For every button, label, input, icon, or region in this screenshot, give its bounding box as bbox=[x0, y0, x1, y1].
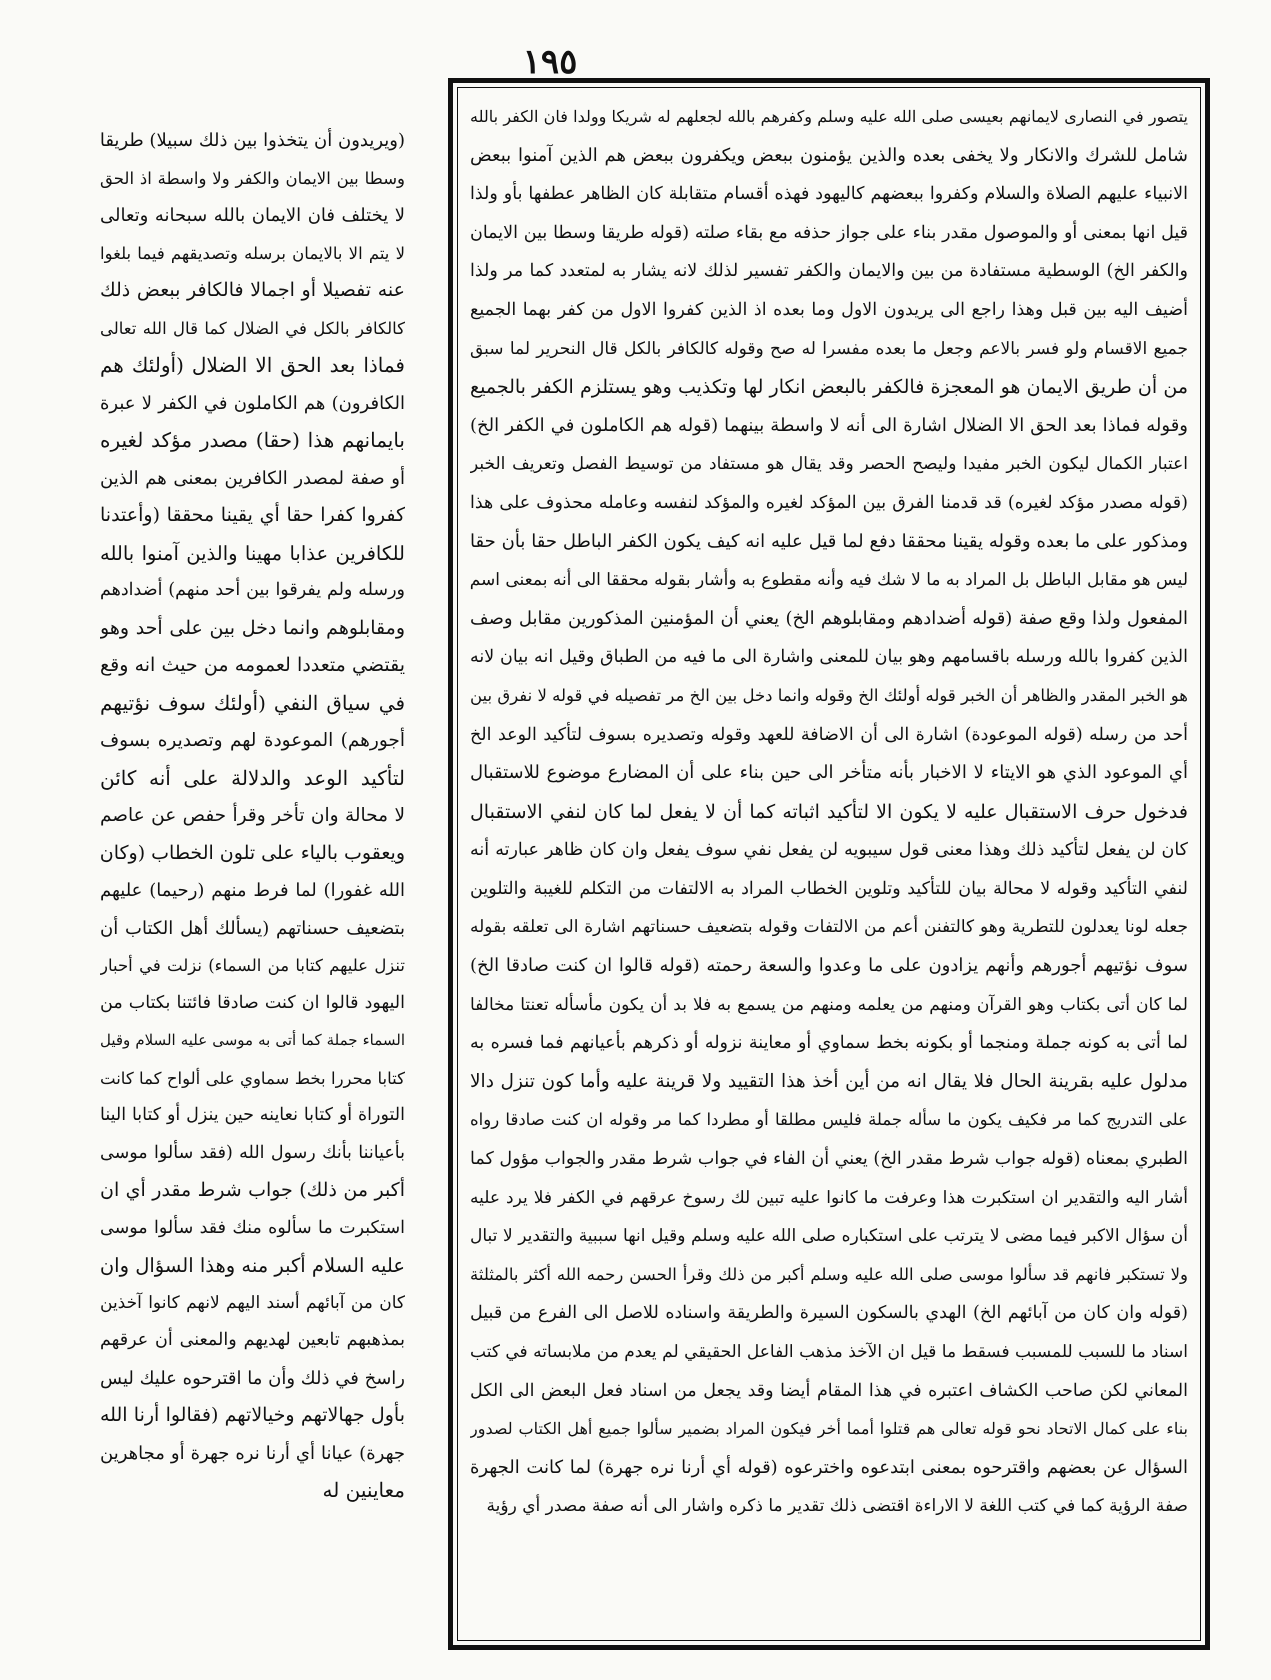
main-text-line: ولا تستكبر فانهم قد سألوا موسى صلى الله عليه وسلم أكبر من ذلك وقرأ الحسن رحمه الله أكثر بالمثلثة bbox=[470, 1264, 1188, 1284]
main-text-line: والكفر الخ) الوسطية مستفادة من بين والايمان والكفر تفسير لذلك لانه يشار به لمتعدد كما مر ولذا bbox=[470, 261, 1188, 282]
margin-line: لتأكيد الوعد والدلالة على أنه كائن bbox=[100, 765, 405, 790]
main-text-line: جميع الاقسام ولو فسر بالاعم وجعل ما بعده مفسرا له صح وقوله كالكافر بالكل قال النحرير لما سبق bbox=[470, 338, 1188, 359]
main-text-line: الطبري بمعناه (قوله جواب شرط مقدر الخ) يعني أن الفاء في جواب شرط مقدر والجواب مؤول كما bbox=[470, 1149, 1188, 1170]
margin-line: ويعقوب بالياء على تلون الخطاب (وكان bbox=[100, 841, 405, 864]
main-text-line: ومذكور على ما بعده وقوله يقينا محققا دفع لما قيل عليه انه كيف يكون الكفر الباطل حقا بأن حقا bbox=[470, 530, 1188, 552]
margin-line: كفروا كفرا حقا أي يقينا محققا (وأعتدنا bbox=[100, 504, 405, 526]
main-text-line: المفعول ولذا وقع صفة (قوله أضدادهم ومقابلوهم الخ) يعني أن المؤمنين المذكورين مقابل وصف bbox=[470, 607, 1188, 629]
margin-line: السماء جملة كما أتى به موسى عليه السلام وقيل bbox=[100, 1031, 405, 1049]
main-text-line: ليس هو مقابل الباطل بل المراد به ما لا شك فيه وأنه مقطوع به وأشار بقوله محققا الى أنه بمعنى اسم bbox=[470, 570, 1188, 591]
main-text-frame bbox=[448, 78, 1210, 1650]
main-text-line: من أن طريق الايمان هو المعجزة فالكفر بالبعض انكار لها وتكذيب وهو يستلزم الكفر بالجميع bbox=[470, 376, 1188, 399]
main-text-line: الذين كفروا بالله ورسله باقسامهم وهو بيان للمعنى واشارة الى ما فيه من الطباق وقيل انه بيان لانه bbox=[470, 647, 1188, 668]
margin-line: وسطا بين الايمان والكفر ولا واسطة اذ الحق bbox=[100, 168, 405, 188]
main-text-line: بناء على كمال الاتحاد نحو قوله تعالى هم قتلوا أمما أخر فيكون المراد بضمير سألوا جميع أهل الكتاب لصدور bbox=[470, 1419, 1188, 1439]
main-text-line: الانبياء عليهم الصلاة والسلام وكفروا ببعضهم كاليهود فهذه أقسام متقابلة كان الظاهر عطفها بأو ولذا bbox=[470, 184, 1188, 205]
main-text-line: مدلول عليه بقرينة الحال فلا يقال انه من أين أخذ هذا التقييد ولا قرينة عليه وأما كون تنزل دالا bbox=[470, 1070, 1188, 1092]
margin-line: ومقابلوهم وانما دخل بين على أحد وهو bbox=[100, 616, 405, 639]
main-text-line: على التدريج كما مر فكيف يكون ما سأله جملة فليس مطلقا أو مطردا كما مر وقوله ان كنت صادقا رواه bbox=[470, 1110, 1188, 1130]
margin-line: التوراة أو كتابا نعاينه حين ينزل أو كتابا الينا bbox=[100, 1105, 405, 1125]
margin-line: يقتضي متعددا لعمومه من حيث انه وقع bbox=[100, 654, 405, 676]
main-text-line: اسناد ما للسبب للمسبب فسقط ما قيل ان الآخذ مذهب الفاعل الحقيقي لم يعدم من ملابساته في كتب bbox=[470, 1342, 1188, 1362]
margin-line: كان من آبائهم أسند اليهم لانهم كانوا آخذين bbox=[100, 1292, 405, 1313]
margin-line: بايمانهم هذا (حقا) مصدر مؤكد لغيره bbox=[100, 428, 405, 452]
main-text-line: هو الخبر المقدر والظاهر أن الخبر قوله أولئك الخ وقوله وانما دخل بين الخ مر تفصيله في قوله لا نفرق بين bbox=[470, 685, 1188, 705]
margin-line: للكافرين عذابا مهينا والذين آمنوا بالله bbox=[100, 541, 405, 565]
main-text-line: قيل انها بمعنى أو والموصول مقدر بناء على جواز حذفه مع بقاء صلته (قوله طريقا وسطا بين الايمان bbox=[470, 222, 1188, 243]
margin-line: اليهود قالوا ان كنت صادقا فائتنا بكتاب من bbox=[100, 992, 405, 1013]
margin-line: (ويريدون أن يتخذوا بين ذلك سبيلا) طريقا bbox=[100, 130, 405, 151]
margin-line: راسخ في ذلك وأن ما اقترحوه عليك ليس bbox=[100, 1367, 405, 1389]
margin-line: بتضعيف حسناتهم (يسألك أهل الكتاب أن bbox=[100, 917, 405, 939]
main-text-line: (قوله مصدر مؤكد لغيره) قد قدمنا الفرق بين المؤكد لغيره والمؤكد لنفسه وعامله محذوف على هذا bbox=[470, 492, 1188, 513]
margin-line: بمذهبهم تابعين لهديهم والمعنى أن عرقهم bbox=[100, 1330, 405, 1350]
main-text-line: شامل للشرك والانكار ولا يخفى بعده والذين يؤمنون ببعض ويكفرون ببعض هم الذين آمنوا ببعض bbox=[470, 144, 1188, 166]
margin-line: بأعياننا بأنك رسول الله (فقد سألوا موسى bbox=[100, 1142, 405, 1163]
margin-line: لا محالة وان تأخر وقرأ حفص عن عاصم bbox=[100, 805, 405, 826]
main-text-body bbox=[470, 98, 1188, 1526]
main-text-line: أن سؤال الاكبر فيما مضى لا يترتب على استكباره صلى الله عليه وسلم وقيل انها سببية والتقدير لا تبال bbox=[470, 1226, 1188, 1247]
margin-line: أكبر من ذلك) جواب شرط مقدر أي ان bbox=[100, 1179, 405, 1201]
main-text-line: فدخول حرف الاستقبال عليه لا يكون الا لتأكيد اثباته كما أن لا يفعل لما كان لنفي الاستقبال bbox=[470, 800, 1188, 823]
margin-line: لا يتم الا بالايمان برسله وتصديقهم فيما بلغوا bbox=[100, 243, 405, 263]
main-text-frame-inner bbox=[457, 87, 1201, 1641]
main-text-line: (قوله وان كان من آبائهم الخ) الهدي بالسكون السيرة والطريقة واسناده للاصل الى الفرع من قبيل bbox=[470, 1303, 1188, 1324]
main-text-line: لما كان أتى بكتاب وهو القرآن ومنهم من يعلمه ومنهم من يسمع به فلا بد أن يكون مأسأله تعنتا مخالفا bbox=[470, 994, 1188, 1015]
margin-line: جهرة) عيانا أي أرنا نره جهرة أو مجاهرين bbox=[100, 1442, 405, 1464]
main-text-line: السؤال عن بعضهم واقترحوه بمعنى ابتدعوه واخترعوه (قوله أي أرنا نره جهرة) لما كانت الجهرة bbox=[470, 1456, 1188, 1478]
margin-line: لا يختلف فان الايمان بالله سبحانه وتعالى bbox=[100, 205, 405, 226]
main-text-line: أضيف اليه بين قبل وهذا راجع الى يريدون الاول وما بعده اذ الذين كفروا الاول من كفر بهما الجميع bbox=[470, 299, 1188, 320]
main-text-line: أحد من رسله (قوله الموعودة) اشارة الى أن الاضافة للعهد وقوله وتصديره بسوف لتأكيد الوعد الخ bbox=[470, 724, 1188, 745]
main-text-line: سوف نؤتيهم أجورهم وأنهم يزادون على ما وعدوا والسعة رحمته (قوله قالوا ان كنت صادقا الخ) bbox=[470, 955, 1188, 977]
main-text-line: أشار اليه والتقدير ان استكبرت هذا وعرفت ما كانوا عليه تبين لك رسوخ عرقهم في الكفر فلا يرد عليه bbox=[470, 1187, 1188, 1208]
margin-line: ورسله ولم يفرقوا بين أحد منهم) أضدادهم bbox=[100, 580, 405, 600]
margin-line: فماذا بعد الحق الا الضلال (أولئك هم bbox=[100, 353, 405, 377]
margin-line: عنه تفصيلا أو اجمالا فالكافر ببعض ذلك bbox=[100, 279, 405, 301]
main-text-line: وقوله فماذا بعد الحق الا الضلال اشارة الى أنه لا واسطة بينهما (قوله هم الكاملون في الكفر الخ) bbox=[470, 414, 1188, 436]
page-number: ١٩٥ bbox=[522, 42, 578, 82]
main-text-line: صفة الرؤية كما في كتب اللغة لا الاراءة اقتضى ذلك تقدير ما ذكره واشار الى أنه صفة مصدر أي رؤية bbox=[486, 1496, 1188, 1517]
margin-line: في سياق النفي (أولئك سوف نؤتيهم bbox=[100, 690, 405, 715]
margin-line: الله غفورا) لما فرط منهم (رحيما) عليهم bbox=[100, 880, 405, 901]
margin-line: بأول جهالاتهم وخيالاتهم (فقالوا أرنا الله bbox=[100, 1404, 405, 1426]
main-text-line: أي الموعود الذي هو الايتاء لا الاخبار بأنه متأخر الى حين بناء على أن المضارع موضوع للاستقبال bbox=[470, 762, 1188, 784]
main-text-line: يتصور في النصارى لايمانهم بعيسى صلى الله عليه وسلم وكفرهم بالله لجعلهم له شريكا وولدا فان الكفر بالله bbox=[470, 107, 1188, 126]
margin-line: كالكافر بالكل في الضلال كما قال الله تعالى bbox=[100, 318, 405, 338]
margin-line: كتابا محررا بخط سماوي على ألواح كما كانت bbox=[100, 1068, 405, 1088]
margin-line: أو صفة لمصدر الكافرين بمعنى هم الذين bbox=[100, 467, 405, 489]
margin-line: الكافرون) هم الكاملون في الكفر لا عبرة bbox=[100, 392, 405, 414]
margin-line: معاينين له bbox=[322, 1478, 405, 1502]
main-text-line: كان لن يفعل لتأكيد ذلك وهذا معنى قول سيبويه لن يفعل نفي سوف يفعل وان كان ظاهر عبارته أنه bbox=[470, 840, 1188, 861]
main-text-line: اعتبار الكمال ليكون الخبر مفيدا وليصح الحصر وقد يقال هو مستفاد من توسيط الفصل وتعريف الخبر bbox=[470, 454, 1188, 475]
margin-line: أجورهم) الموعودة لهم وتصديره بسوف bbox=[100, 730, 405, 751]
main-text-line: لما أتى به كونه جملة ومنجما أو بكونه بخط سماوي أو معاينة نزوله أو ذكرهم بأعيانهم فما فسره به bbox=[470, 1033, 1188, 1054]
margin-line: عليه السلام أكبر منه وهذا السؤال وان bbox=[100, 1254, 405, 1277]
margin-line: تنزل عليهم كتابا من السماء) نزلت في أحبار bbox=[100, 956, 405, 975]
main-text-line: جعله لونا يعدلون للتطرية وهو كالتفنن أعم من الالتفات وقوله بتضعيف حسناتهم اشارة الى تعلقه بقوله bbox=[470, 917, 1188, 938]
main-text-line: المعاني لكن صاحب الكشاف اعتبره في هذا المقام أيضا وقد يجعل من اسناد فعل البعض الى الكل bbox=[470, 1380, 1188, 1401]
main-text-line: لنفي التأكيد وقوله لا محالة بيان للتأكيد وتلوين الخطاب المراد به الالتفات من التكلم للغيبة والتلوين bbox=[470, 878, 1188, 899]
margin-commentary bbox=[100, 122, 405, 1622]
margin-line: استكبرت ما سألوه منك فقد سألوا موسى bbox=[100, 1217, 405, 1238]
